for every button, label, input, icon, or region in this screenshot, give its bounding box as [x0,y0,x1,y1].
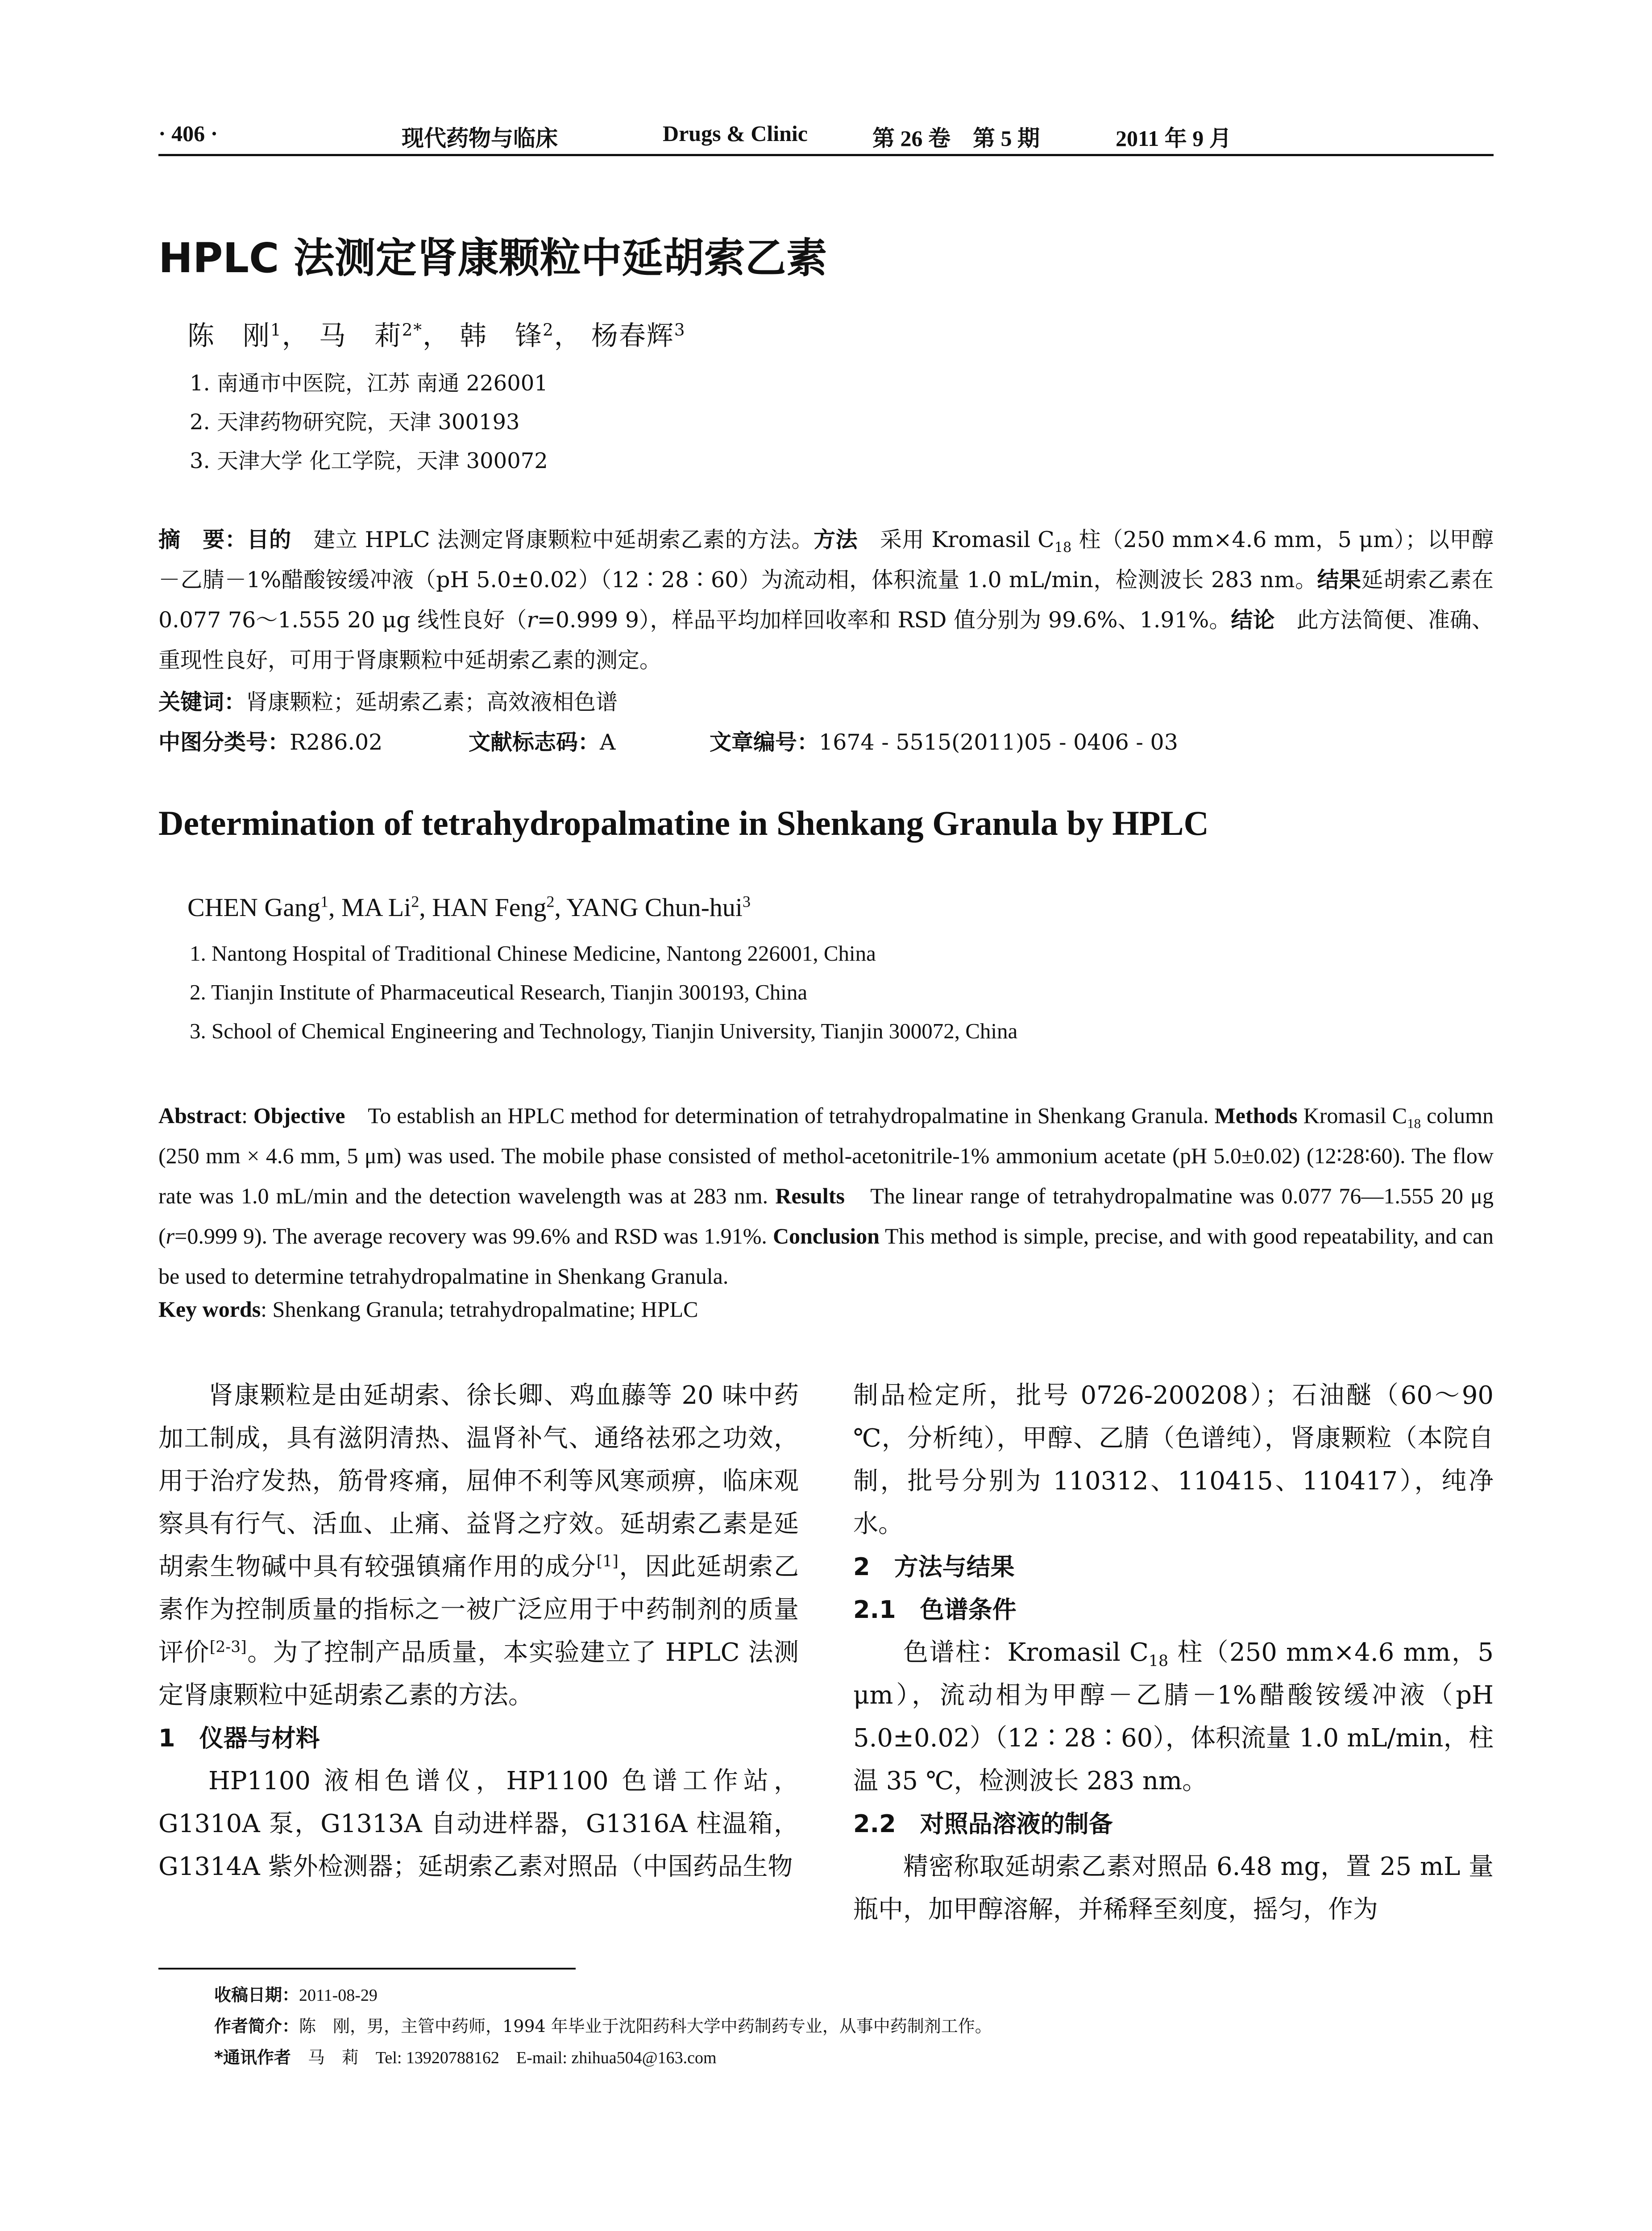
journal-name-cn: 现代药物与临床 [402,125,558,151]
affiliation-en-3: 3. School of Chemical Engineering and Technology, Tianjin University, Tianjin 300072, China [190,1019,1018,1043]
abstract-en-label: Abstract [158,1103,242,1128]
results-text-cn-2: =0.999 9），样品平均加样回收率和 RSD 值分别为 99.6%、1.91%。 [537,607,1231,633]
citation-2: [2-3] [209,1638,247,1656]
abstract-en-colon: : [241,1103,253,1128]
results-label-en: Results [775,1183,845,1208]
objective-text-en: To establish an HPLC method for determination of tetrahydropalmatine in Shenkang Granula. [345,1103,1215,1128]
author-en-3: , HAN Feng [419,893,547,922]
author-1: 陈 刚 [187,320,270,352]
section-2-1-subscript: 18 [1148,1652,1169,1671]
affiliation-cn-3: 3. 天津大学 化工学院，天津 300072 [190,448,548,473]
continued-text-spacer: 制品检定所，批号 0726-200208）；石油醚（60～90 ℃，分析纯），甲醇、乙腈（色谱纯），肾康颗粒（本院自制，批号分别为 110312、110415、110417），纯净水。 [853,1381,1494,1538]
received-label: 收稿日期： [214,1985,299,2005]
author-1-affil: 1 [270,320,282,340]
footnote-author-bio [214,2012,992,2037]
title-cn: HPLC 法测定肾康颗粒中延胡索乙素 [158,234,827,282]
authors-en [187,892,751,922]
keywords-cn-label: 关键词： [158,689,246,715]
body-column-right [853,1374,1494,1931]
header-rule [158,154,1494,156]
bio-label: 作者简介： [214,2016,299,2036]
intro-text-1: 肾康颗粒是由延胡索、徐长卿、鸡血藤等 20 味中药加工制成，具有滋阴清热、温肾补气、通络祛邪之功效，用于治疗发热，筋骨疼痛，屈伸不利等风寒顽痹，临床观察具有行气、活血、止痛、益肾之疗效。延胡索乙素是延胡索生物碱中具有较强镇痛作用的成分 [158,1381,799,1581]
author-en-2-affil: 2 [411,892,419,911]
affiliation-cn-2: 2. 天津药物研究院，天津 300193 [190,410,520,435]
intro-text-2: ，因此延胡索乙素作为控制质量的指标之一被广泛应用于中药制剂的质量评价 [158,1552,799,1667]
footnote-corresponding [214,2044,717,2068]
abstract-en [158,1095,1494,1296]
conclusion-text-cn: 此方法简便、准确、重现性良好，可用于肾康颗粒中延胡索乙素的测定。 [158,607,1494,673]
title-en: Determination of tetrahydropalmatine in Shenkang Granula by HPLC [158,804,1209,842]
author-en-4-affil: 3 [743,892,751,911]
corresponding-label: *通讯作者 [214,2048,291,2067]
section-2-2-heading: 2.2 对照品溶液的制备 [853,1810,1113,1838]
conclusion-text-en: This method is simple, precise, and with good repeatability, and can be used to determine tetrahydropalmatine in Shenkang Granula. [158,1223,1494,1289]
objective-text-cn: 建立 HPLC 法测定肾康颗粒中延胡索乙素的方法。 [291,527,814,552]
affiliation-cn-1: 1. 南通市中医院，江苏 南通 226001 [190,371,548,396]
art-value: 1674 - 5515(2011)05 - 0406 - 03 [819,730,1178,755]
author-en-2: , MA Li [328,893,411,922]
section-2-1-text-b: 柱（250 mm×4.6 mm，5 μm），流动相为甲醇－乙腈－1%醋酸铵缓冲液（pH 5.0±0.02）（12∶28∶60），体积流量 1.0 mL/min，柱温 35 ℃，检测波长 283 nm。 [853,1638,1494,1796]
author-2-affil: 2* [402,320,423,340]
author-3: 韩 锋 [460,320,543,352]
author-4: 杨春辉 [591,320,674,352]
section-2-2-text: 精密称取延胡索乙素对照品 6.48 mg，置 25 mL 量瓶中，加甲醇溶解，并稀释至刻度，摇匀，作为 [853,1852,1494,1924]
keywords-en-label: Key words [158,1297,261,1322]
running-header [158,120,1494,152]
journal-name-en: Drugs & Clinic [663,121,808,146]
bio-text: 陈 刚，男，主管中药师，1994 年毕业于沈阳药科大学中药制药专业，从事中药制剂工作。 [299,2016,992,2036]
results-text-cn: 延胡索乙素在 0.077 76～1.555 20 μg 线性良好（ [158,567,1494,633]
article-number [710,725,1178,756]
author-separator: ， [282,320,310,352]
affiliation-en-1: 1. Nantong Hospital of Traditional Chinese Medicine, Nantong 226001, China [190,941,876,966]
results-r-en: r [166,1223,175,1248]
clc-value: R286.02 [290,730,383,755]
intro-text-3: 。为了控制产品质量，本实验建立了 HPLC 法测定肾康颗粒中延胡索乙素的方法。 [158,1638,799,1710]
methods-text-cn-2: 柱（250 mm×4.6 mm，5 μm）；以甲醇－乙腈－1%醋酸铵缓冲液（pH 5.0±0.02）（12∶28∶60）为流动相，体积流量 1.0 mL/min，检测波长 283 nm。 [158,527,1494,593]
citation-1: [1] [596,1552,618,1571]
methods-label-en: Methods [1214,1103,1298,1128]
doc-code [469,725,615,756]
methods-subscript-cn: 18 [1054,539,1072,556]
author-2: 马 莉 [319,320,402,352]
abstract-cn [158,520,1494,680]
footnote-received [214,1981,378,2006]
body-column-left [158,1374,799,1888]
section-1-text: HP1100 液相色谱仪，HP1100 色谱工作站，G1310A 泵，G1313A 自动进样器，G1316A 柱温箱，G1314A 紫外检测器；延胡索乙素对照品（中国药品生物 [158,1767,799,1881]
author-4-affil: 3 [674,320,686,340]
methods-label-cn: 方法 [814,527,858,552]
section-2-heading: 2 方法与结果 [853,1553,1015,1581]
author-separator: ， [423,320,451,352]
results-r-cn: r [527,607,537,633]
author-separator: ， [554,320,582,352]
results-text-en-2: =0.999 9). The average recovery was 99.6% and RSD was 1.91%. [174,1223,773,1248]
objective-label-en: Objective [253,1103,345,1128]
classification-line [158,725,382,756]
keywords-cn [158,685,618,716]
conclusion-label-cn: 结论 [1231,607,1275,633]
methods-subscript-en: 18 [1407,1116,1421,1131]
affiliation-en-2: 2. Tianjin Institute of Pharmaceutical Research, Tianjin 300193, China [190,980,808,1004]
section-1-heading: 1 仪器与材料 [158,1724,320,1752]
author-en-3-affil: 2 [546,892,555,911]
keywords-en-text: : Shenkang Granula; tetrahydropalmatine; HPLC [261,1297,698,1322]
results-text-en: The linear range of tetrahydropalmatine was 0.077 76—1.555 20 μg ( [158,1183,1494,1248]
results-label-cn: 结果 [1317,567,1361,593]
author-en-1: CHEN Gang [187,893,321,922]
author-en-1-affil: 1 [320,892,328,911]
methods-text-en-2: column (250 mm × 4.6 mm, 5 μm) was used. The mobile phase consisted of methol-acetonitrile-1% ammonium acetate (pH 5.0±0.02) (12∶28∶60). The flow rate was 1.0 mL/min and the detection wavelength was at 283 nm. [158,1103,1494,1208]
received-date: 2011-08-29 [299,1986,378,2005]
intro-paragraph [158,1374,799,1717]
section-2-1-text [853,1631,1494,1803]
objective-label-cn: 目的 [247,527,291,552]
doc-value: A [600,730,616,755]
conclusion-label-en: Conclusion [772,1223,880,1248]
keywords-cn-text: 肾康颗粒；延胡索乙素；高效液相色谱 [246,689,618,715]
section-2-1-heading: 2.1 色谱条件 [853,1596,1017,1624]
methods-text-en: Kromasil C [1297,1103,1407,1128]
author-3-affil: 2 [543,320,554,340]
keywords-en [158,1296,698,1322]
author-en-4: , YANG Chun-hui [554,893,743,922]
authors-cn [187,315,686,353]
doc-label: 文献标志码： [469,730,600,755]
page-number: · 406 · [158,121,218,146]
footnote-rule [158,1968,576,1970]
section-2-1-text-a: 色谱柱：Kromasil C [903,1638,1149,1667]
clc-label: 中图分类号： [158,730,290,755]
issue-date: 2011 年 9 月 [1116,126,1232,151]
abstract-cn-label: 摘 要： [158,527,247,552]
art-label: 文章编号： [710,730,819,755]
methods-text-cn: 采用 Kromasil C [858,527,1054,552]
corresponding-text: 马 莉 Tel: 13920788162 E-mail: zhihua504@163.com [291,2049,717,2067]
volume-issue: 第 26 卷 第 5 期 [872,126,1040,151]
